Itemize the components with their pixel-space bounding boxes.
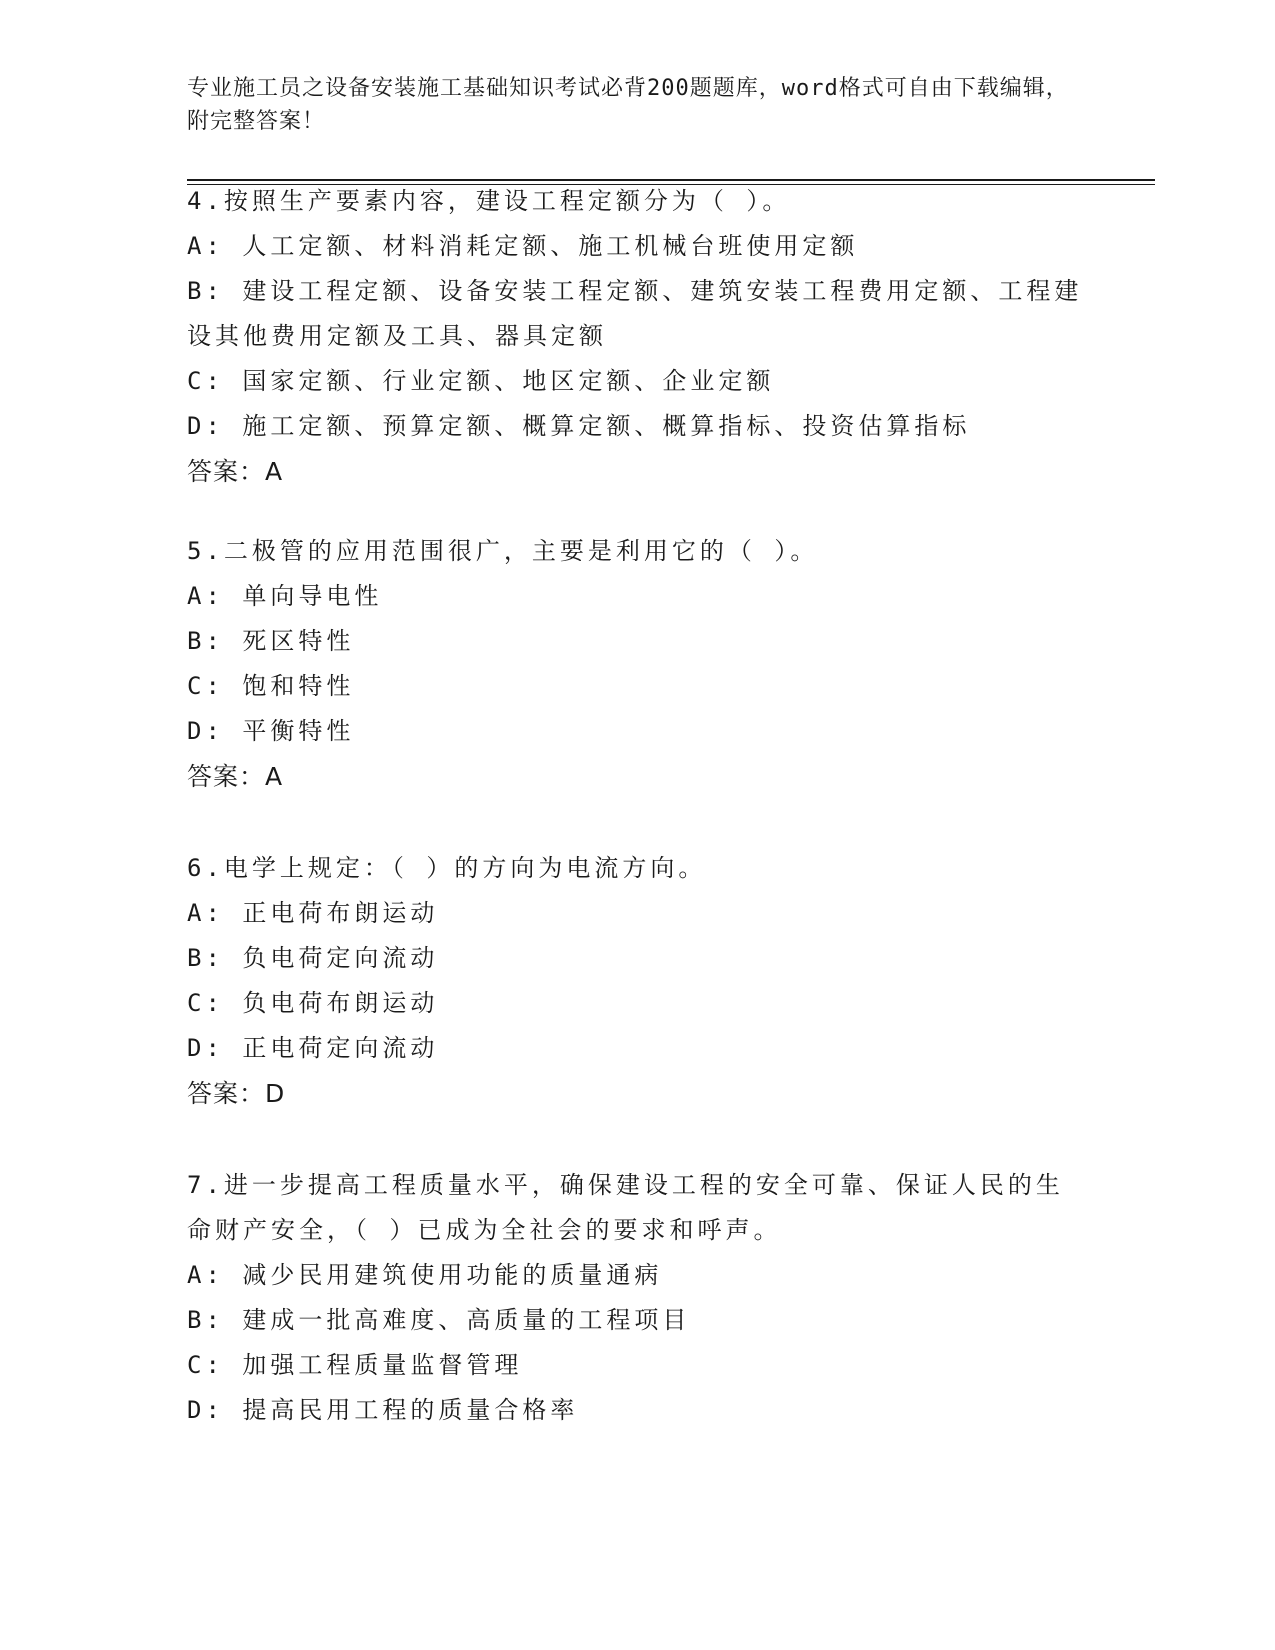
option-b: B: 负电荷定向流动: [187, 944, 439, 972]
question-stem: 4.按照生产要素内容，建设工程定额分为（ ）。: [187, 187, 791, 215]
option-a: A: 人工定额、材料消耗定额、施工机械台班使用定额: [187, 232, 859, 260]
question-6: [187, 846, 1087, 1116]
option-c: C: 饱和特性: [187, 672, 355, 700]
document-header: 专业施工员之设备安装施工基础知识考试必背200题题库，word格式可自由下载编辑，附完整答案！: [187, 76, 1069, 134]
answer: 答案：A: [187, 457, 284, 486]
answer: 答案：A: [187, 762, 284, 791]
question-stem: 7.进一步提高工程质量水平，确保建设工程的安全可靠、保证人民的生命财产安全，（ ）已成为全社会的要求和呼声。: [187, 1171, 1064, 1244]
question-7: [187, 1163, 1087, 1433]
option-a: A: 减少民用建筑使用功能的质量通病: [187, 1261, 663, 1289]
question-stem: 5.二极管的应用范围很广，主要是利用它的（ ）。: [187, 537, 819, 565]
option-a: A: 单向导电性: [187, 582, 383, 610]
option-d: D: 提高民用工程的质量合格率: [187, 1396, 579, 1424]
option-a: A: 正电荷布朗运动: [187, 899, 439, 927]
option-d: D: 平衡特性: [187, 717, 355, 745]
question-stem: 6.电学上规定：（ ）的方向为电流方向。: [187, 854, 707, 882]
question-4: [187, 179, 1087, 494]
answer: 答案：D: [187, 1079, 286, 1108]
option-b: B: 死区特性: [187, 627, 355, 655]
option-b: B: 建成一批高难度、高质量的工程项目: [187, 1306, 691, 1334]
option-c: C: 国家定额、行业定额、地区定额、企业定额: [187, 367, 775, 395]
option-d: D: 施工定额、预算定额、概算定额、概算指标、投资估算指标: [187, 412, 971, 440]
option-d: D: 正电荷定向流动: [187, 1034, 439, 1062]
question-5: [187, 529, 1087, 799]
option-c: C: 负电荷布朗运动: [187, 989, 439, 1017]
option-c: C: 加强工程质量监督管理: [187, 1351, 523, 1379]
option-b: B: 建设工程定额、设备安装工程定额、建筑安装工程费用定额、工程建设其他费用定额及工具、器具定额: [187, 277, 1083, 350]
